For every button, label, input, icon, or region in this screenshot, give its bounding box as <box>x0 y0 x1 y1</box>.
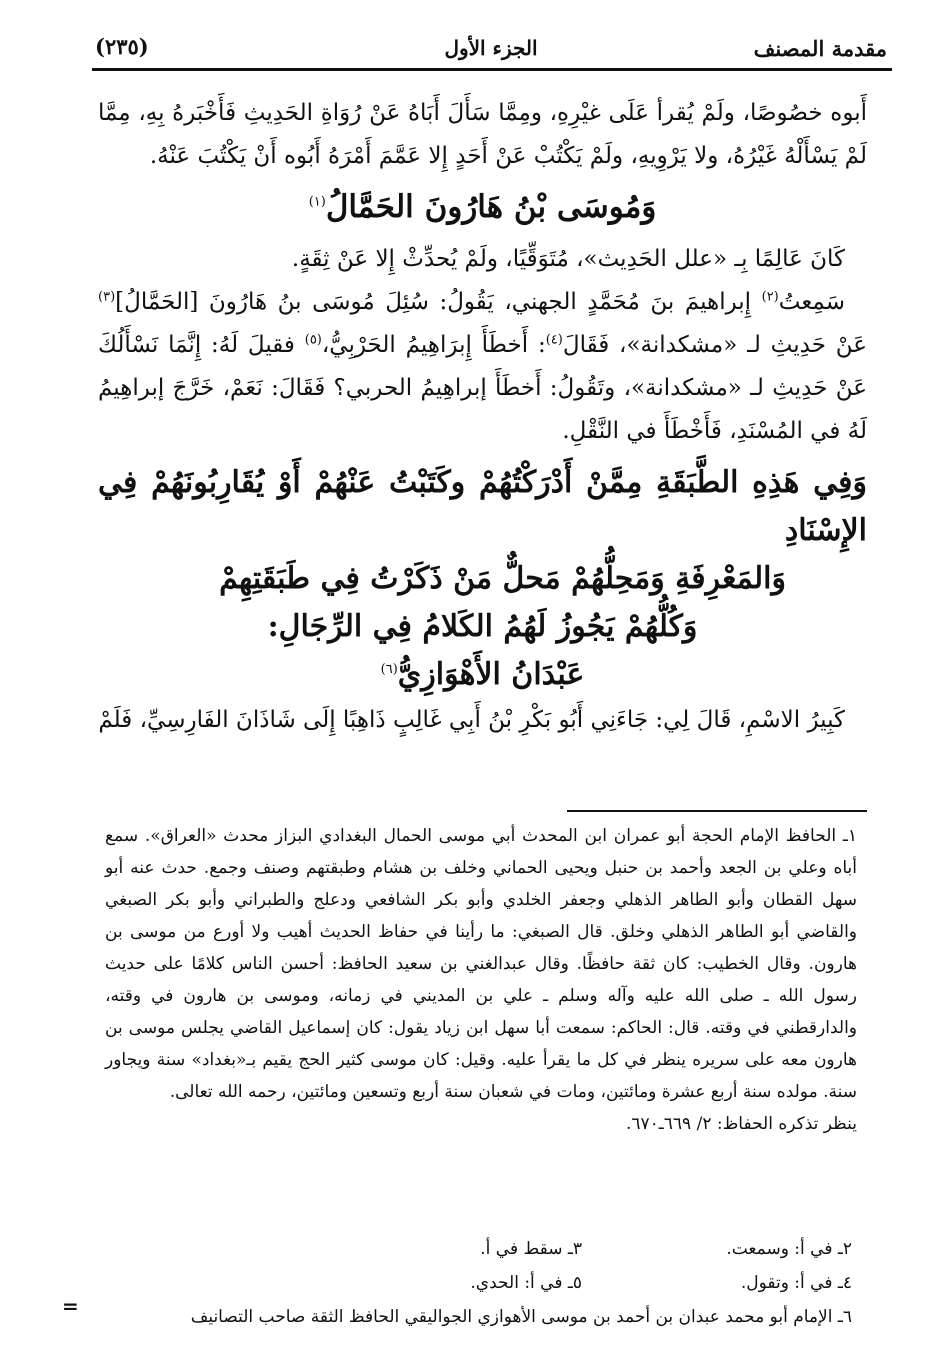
page-number: (٢٣٥) <box>95 34 149 59</box>
paragraph-3 <box>98 281 867 453</box>
main-text <box>98 92 867 742</box>
section-title-header: مقدمة المصنف <box>753 36 887 61</box>
paragraph-3-part-c: عَنْ حَدِيثِ لـ «مشكدانة»، فَقَالَ <box>562 332 867 358</box>
paragraph-3-part-e: فقيلَ لَهُ: إِنَّمَا نَسْأَلُكَ عَنْ حَدِيثِ لـ «مشكدانة»، وتَقُولُ: أَخطَأَ إبراهِيمُ الحربي؟ فَقَالَ: نَعَمْ، خَرَّجَ إبراهِيمُ لَهُ في المُسْنَدِ، فَأَخْطَأَ في النَّقْلِ. <box>98 332 867 444</box>
paragraph-3-part-b: إِبراهيمَ بنَ مُحَمَّدٍ الجهني، يَقُولُ: سُئِلَ مُوسَى بنُ هَارُونَ [الحَمَّالُ] <box>115 289 762 315</box>
paragraph-3-part-d: : أَخطَأَ إِبرَاهِيمُ الحَرْبِيُّ، <box>321 332 546 358</box>
footnote-6: ٦ـ الإمام أبو محمد عبدان بن أحمد بن موسى الأهوازي الجواليقي الحافظ الثقة صاحب التصانيف <box>190 1307 852 1327</box>
paragraph-2: كَانَ عَالِمًا بِـ «علل الحَدِيث»، مُتَوَقِّيًا، ولَمْ يُحدِّثْ إِلا عَنْ ثِقَةٍ. <box>291 246 845 272</box>
footnote-ref: (٢) <box>761 289 779 305</box>
footnote-1: ١ـ الحافظ الإمام الحجة أبو عمران ابن المحدث أبي موسى الحمال البغدادي البزاز محدث «العراق». سمع أباه وعلي بن الجعد وأحمد بن حنبل ويحيى الحماني وخلف بن هشام وطبقتهم وصنف وجمع. حدث عنه أبو سهل القطان وأبو الطاهر الذهلي وجعفر الخلدي وأبو بكر الشافعي ودعلج والطبراني وأبو بكر الصبغي والقاضي أبو الطاهر الذهلي وخلق. قال الصبغي: ما رأينا في حفاظ الحديث أهيب ولا أورع من موسى بن هارون. وقال الخطيب: كان ثقة حافظًا. وقال عبدالغني بن سعيد الحافظ: أحسن الناس كلامًا على حديث رسول الله ـ صلى الله عليه وآله وسلم ـ علي بن المديني في زمانه، وموسى بن هارون في وقته، والدارقطني في وقته. قال: الحاكم: سمعت أبا سهل ابن زياد يقول: كان إسماعيل القاضي يجلس موسى بن هارون معه على سريره ينظر في كل ما يقرأ عليه. وقيل: كان موسى كثير الحج يقيم بـ«بغداد» سنة ويجاور سنة. مولده سنة أربع عشرة ومائتين، ومات في شعبان سنة أربع وتسعين ومائتين، رحمه الله تعالى. <box>105 826 857 1102</box>
footnote-3: ٣ـ سقط في أ. <box>480 1239 582 1259</box>
chapter-heading <box>98 459 867 699</box>
footnote-row <box>372 1266 852 1300</box>
footnote-row <box>372 1232 852 1266</box>
footnote-grid <box>372 1232 852 1300</box>
paragraph-1: أَبوه خصُوصًا، ولَمْ يُقرأ عَلَى غيْرِهِ، ومِمَّا سَأَلَ أَبَاهُ عَنْ رُوَاةِ الحَدِيثِ فَأَخْبَرهُ بِهِ، مِمَّا لَمْ يَسْأَلْهُ غَيْرُهُ، ولا يَرْوِيهِ، ولَمْ يَكْتُبْ عَنْ أَحَدٍ إِلا عَمَّمَ أَمْرَهُ أَبُوه أَنْ يَكْتُبَ عَنْهُ. <box>98 100 867 169</box>
heading-line-3: وَكُلُّهُمْ يَجُوزُ لَهُمُ الكَلامُ فِي الرِّجَالِ: <box>267 609 698 644</box>
heading-line-4-text: عَبْدَانُ الأَهْوَازِيُّ <box>397 657 585 692</box>
heading-line-4 <box>98 651 867 699</box>
volume-title: الجزء الأول <box>444 36 538 60</box>
paragraph-4: كَبِيرُ الاسْمِ، قَالَ لِي: جَاءَنِي أَبُو بَكْرِ بْنُ أَبِي غَالِبٍ ذَاهِبًا إِلَى شَاذَانَ الفَارِسِيِّ، فَلَمْ <box>98 707 845 733</box>
header-rule <box>92 68 892 71</box>
footnote-ref: (١) <box>308 194 326 210</box>
footnotes <box>105 820 857 1140</box>
section-heading-musa <box>98 180 867 234</box>
footnote-5: ٥ـ في أ: الحدي. <box>470 1273 582 1293</box>
heading-line-1: وَفِي هَذِهِ الطَّبَقَةِ مِمَّنْ أَدْرَكْتُهُمْ وكَتَبْتُ عَنْهُمْ أَوْ يُقَارِبُونَهُمْ فِي الإِسْنَادِ <box>98 465 867 548</box>
paragraph-3-part-a: سَمِعتُ <box>778 289 845 315</box>
footnote-4: ٤ـ في أ: وتقول. <box>740 1273 852 1293</box>
footnote-1-reference: ينظر تذكره الحفاظ: ٢/ ٦٦٩ـ٦٧٠. <box>625 1114 857 1134</box>
footnote-ref: (٤) <box>545 332 563 348</box>
footnote-ref: (٣) <box>98 289 116 305</box>
footnote-ref: (٥) <box>304 332 322 348</box>
footnote-ref: (٦) <box>380 662 398 677</box>
continuation-mark: = <box>62 1294 79 1318</box>
footnote-rule <box>567 810 867 812</box>
footnote-2: ٢ـ في أ: وسمعت. <box>726 1239 852 1259</box>
running-head <box>95 30 887 70</box>
section-heading-text: وَمُوسَى بْنُ هَارُونَ الحَمَّالُ <box>325 189 657 225</box>
heading-line-2: وَالمَعْرِفَةِ وَمَحِلُّهُمْ مَحلٌّ مَنْ ذَكَرْتُ فِي طَبَقَتِهِمْ <box>219 561 786 596</box>
